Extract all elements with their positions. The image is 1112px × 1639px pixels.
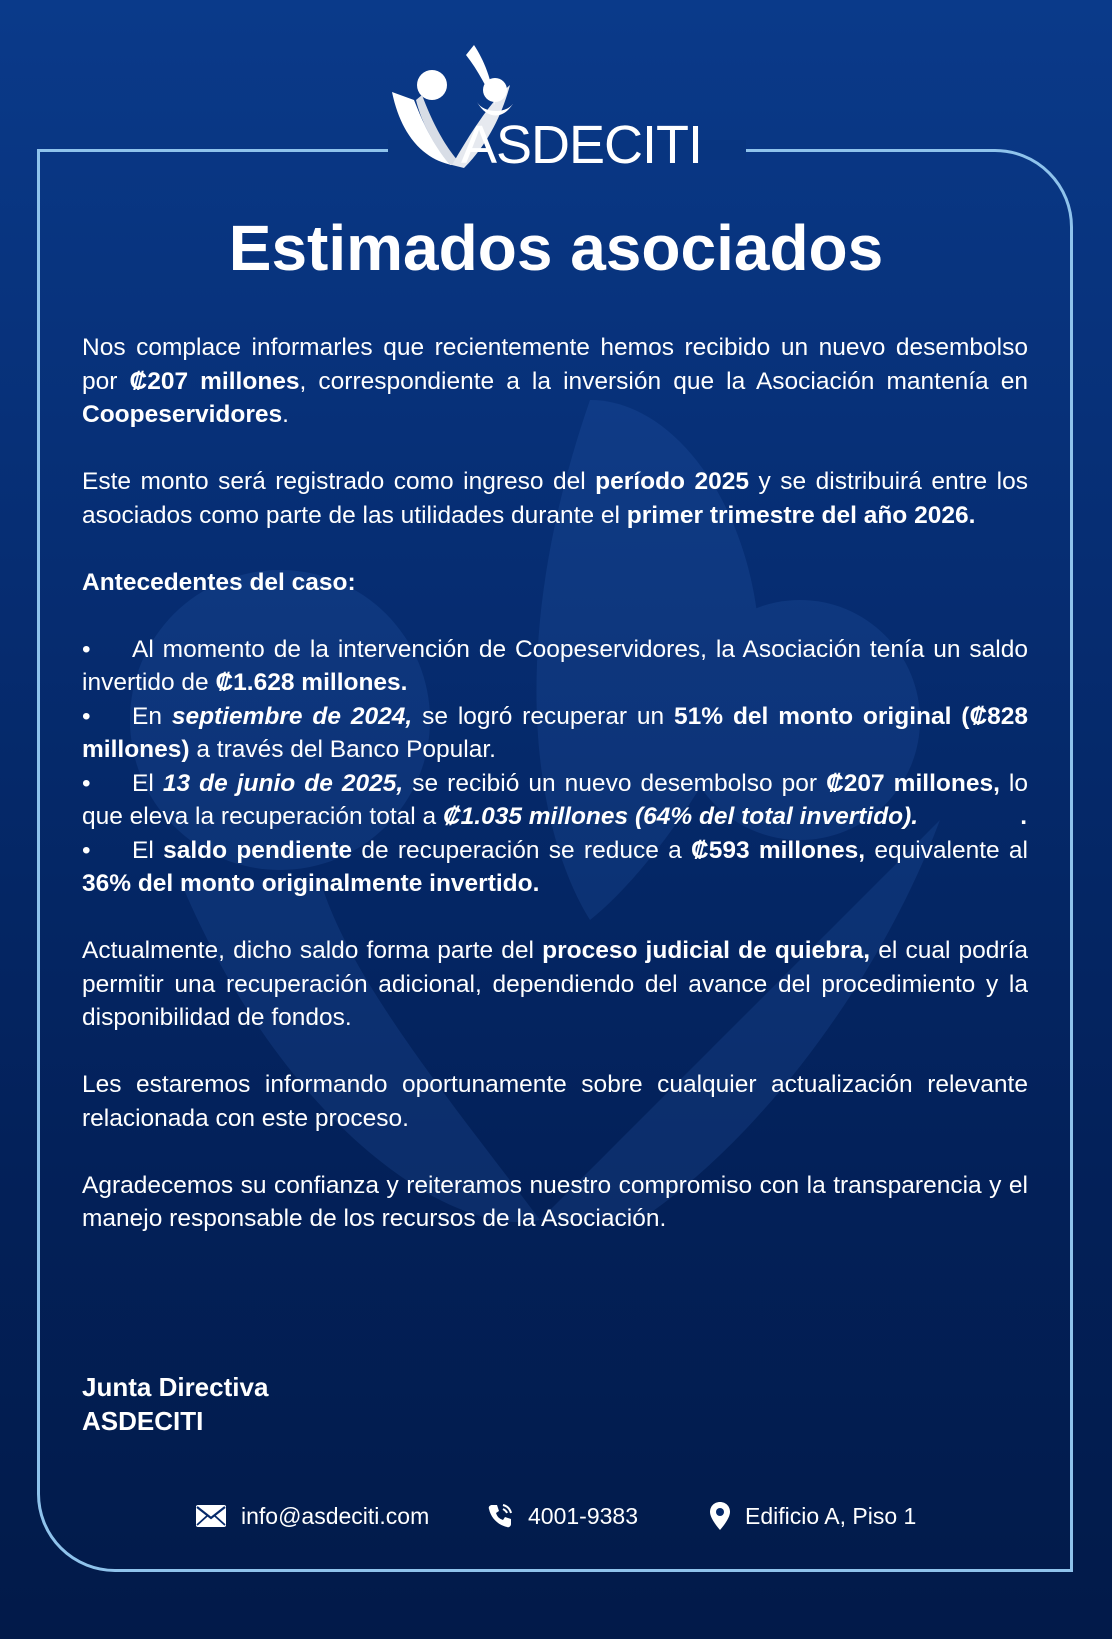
footer-address-text: Edificio A, Piso 1 [745,1502,917,1529]
bullet-item-3: • El 13 de junio de 2025, se recibió un nuevo desembolso por ₡207 millones, lo que eleva la recuperación total a ₡1.035 millones (64% del total invertido). . [82,769,1028,830]
location-pin-icon [709,1501,731,1531]
signature [82,1370,268,1438]
footer-phone[interactable] [486,1496,638,1536]
bullet-item-2: • En septiembre de 2024, se logró recuperar un 51% del monto original (₡828 millones) a través del Banco Popular. [82,702,1029,763]
bullet-item-4: • El saldo pendiente de recuperación se reduce a ₡593 millones, equivalente al 36% del monto originalmente invertido. [82,836,1028,897]
page-title: Estimados asociados [228,212,884,284]
signature-line-2: ASDECITI [82,1406,204,1436]
logo-wordmark: ASDECITI [461,115,703,175]
bullet-item-1: • Al momento de la intervención de Coopeservidores, la Asociación tenía un saldo invertido de ₡1.628 millones. [82,635,1028,696]
background-heading: Antecedentes del caso: [82,568,356,596]
signature-line-1: Junta Directiva [82,1372,269,1402]
footer-email-text[interactable]: info@asdeciti.com [241,1502,430,1529]
thanks-paragraph: Agradecemos su confianza y reiteramos nuestro compromiso con la transparencia y el manejo responsable de los recursos de la Asociación. [82,1171,1028,1232]
letter-body [82,331,1028,1236]
footer-address [709,1496,916,1536]
footer-phone-text[interactable]: 4001-9383 [528,1502,638,1529]
update-paragraph: Les estaremos informando oportunamente sobre cualquier actualización relevante relacionada con este proceso. [82,1071,1028,1132]
judicial-paragraph: Actualmente, dicho saldo forma parte del proceso judicial de quiebra, el cual podría permitir una recuperación adicional, dependiendo del avance del procedimiento y la disponibilidad de fondos. [82,937,1029,1031]
envelope-icon [195,1504,227,1528]
phone-icon [486,1502,514,1530]
footer-contact [0,1496,1112,1536]
footer-email[interactable] [195,1496,429,1536]
distribution-paragraph: Este monto será registrado como ingreso del período 2025 y se distribuirá entre los asociados como parte de las utilidades durante el primer trimestre del año 2026. [82,468,1028,529]
intro-paragraph: Nos complace informarles que recientemente hemos recibido un nuevo desembolso por ₡207 millones, correspondiente a la inversión que la Asociación mantenía en Coopeservidores. [82,334,1029,428]
